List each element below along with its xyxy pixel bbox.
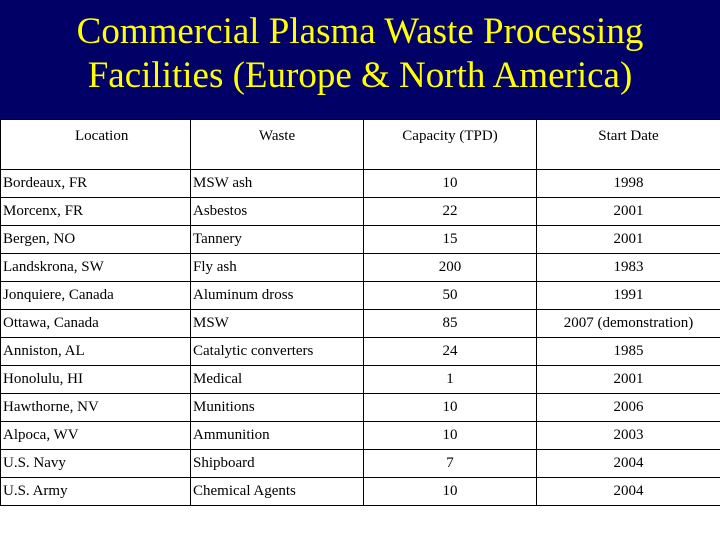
cell-start-date: 1985 [537,338,720,366]
cell-waste: Chemical Agents [191,478,364,506]
cell-waste: Aluminum dross [191,282,364,310]
cell-location: Bergen, NO [1,226,191,254]
cell-start-date: 2001 [537,366,720,394]
cell-waste: Tannery [191,226,364,254]
cell-waste: Medical [191,366,364,394]
cell-waste: Fly ash [191,254,364,282]
table-row [1,422,720,450]
facilities-table [0,119,720,506]
table-row [1,450,720,478]
table-row [1,478,720,506]
table-header-row [1,120,720,170]
cell-location: Alpoca, WV [1,422,191,450]
cell-location: Honolulu, HI [1,366,191,394]
cell-capacity: 50 [364,282,537,310]
cell-start-date: 2001 [537,226,720,254]
facilities-table-container [0,119,720,540]
title-line-2: Facilities (Europe & North America) [87,55,633,96]
cell-waste: MSW [191,310,364,338]
cell-waste: MSW ash [191,170,364,198]
cell-capacity: 10 [364,478,537,506]
cell-start-date: 2004 [537,478,720,506]
table-row [1,394,720,422]
header-waste: Waste [191,120,364,170]
table-row [1,170,720,198]
cell-location: Bordeaux, FR [1,170,191,198]
cell-capacity: 1 [364,366,537,394]
cell-start-date: 2006 [537,394,720,422]
cell-capacity: 24 [364,338,537,366]
cell-start-date: 2004 [537,450,720,478]
cell-capacity: 200 [364,254,537,282]
cell-start-date: 1991 [537,282,720,310]
table-row [1,226,720,254]
cell-start-date: 2007 (demonstration) [537,310,720,338]
cell-location: Hawthorne, NV [1,394,191,422]
table-row [1,310,720,338]
cell-start-date: 2001 [537,198,720,226]
cell-location: U.S. Navy [1,450,191,478]
header-location: Location [1,120,191,170]
cell-capacity: 22 [364,198,537,226]
cell-location: Landskrona, SW [1,254,191,282]
cell-waste: Shipboard [191,450,364,478]
cell-waste: Ammunition [191,422,364,450]
header-capacity: Capacity (TPD) [364,120,537,170]
title-line-1: Commercial Plasma Waste Processing [76,11,644,52]
cell-waste: Catalytic converters [191,338,364,366]
table-row [1,282,720,310]
table-row [1,366,720,394]
cell-location: Morcenx, FR [1,198,191,226]
cell-waste: Asbestos [191,198,364,226]
cell-start-date: 1998 [537,170,720,198]
cell-waste: Munitions [191,394,364,422]
header-start-date: Start Date [537,120,720,170]
table-row [1,338,720,366]
table-row [1,198,720,226]
cell-capacity: 10 [364,422,537,450]
cell-location: Ottawa, Canada [1,310,191,338]
cell-location: Jonquiere, Canada [1,282,191,310]
cell-capacity: 10 [364,394,537,422]
cell-location: U.S. Army [1,478,191,506]
cell-start-date: 1983 [537,254,720,282]
cell-capacity: 10 [364,170,537,198]
table-row [1,254,720,282]
cell-capacity: 7 [364,450,537,478]
page-title [0,10,720,98]
cell-location: Anniston, AL [1,338,191,366]
cell-capacity: 85 [364,310,537,338]
cell-start-date: 2003 [537,422,720,450]
cell-capacity: 15 [364,226,537,254]
